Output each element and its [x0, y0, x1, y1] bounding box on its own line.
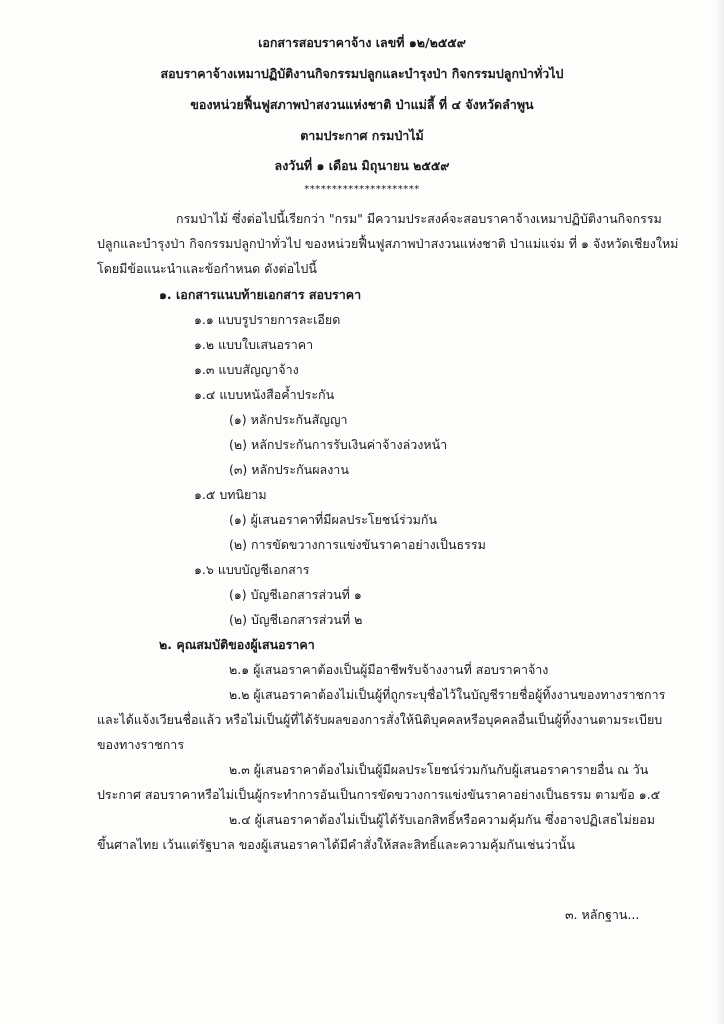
paragraph-line: ๒.๓ ผู้เสนอราคาต้องไม่เป็นผู้มีผลประโยชน์ร่วมกันกับผู้เสนอราคารายอื่น ณ วัน [229, 762, 649, 777]
paragraph-line: ของทางราชการ [97, 737, 185, 752]
list-item: ๑.๒ แบบใบเสนอราคา [194, 337, 314, 352]
intro-line-1: กรมป่าไม้ ซึ่งต่อไปนี้เรียกว่า "กรม" มีความประสงค์จะสอบราคาจ้างเหมาปฏิบัติงานกิจกรรม [176, 211, 662, 226]
list-subitem: (๑) ผู้เสนอราคาที่มีผลประโยชน์ร่วมกัน [229, 512, 438, 527]
paragraph-line: ๒.๑ ผู้เสนอราคาต้องเป็นผู้มีอาชีพรับจ้างงานที่ สอบราคาจ้าง [229, 662, 549, 677]
intro-line-2: ปลูกและบำรุงป่า กิจกรรมปลูกป่าทั่วไป ของหน่วยฟื้นฟูสภาพป่าสงวนแห่งชาติ ป่าแม่แจ่ม ที่ ๑ จังหวัดเชียงใหม่ [97, 236, 679, 251]
list-subitem: (๒) การขัดขวางการแข่งขันราคาอย่างเป็นธรรม [229, 537, 486, 552]
list-item: ๑.๑ แบบรูปรายการละเอียด [194, 312, 341, 327]
list-subitem: (๒) บัญชีเอกสารส่วนที่ ๒ [229, 612, 363, 627]
paragraph-line: ประกาศ สอบราคาหรือไม่เป็นผู้กระทำการอันเป็นการขัดขวางการแข่งขันราคาอย่างเป็นธรรม ตามข้อ ๑.๕ [97, 787, 661, 802]
list-item: ๑.๖ แบบบัญชีเอกสาร [194, 562, 310, 577]
list-item: ๑.๔ แบบหนังสือค้ำประกัน [194, 387, 335, 402]
list-item: ๑.๓ แบบสัญญาจ้าง [194, 362, 299, 377]
paragraph-line: ๒.๒ ผู้เสนอราคาต้องไม่เป็นผู้ที่ถูกระบุชื่อไว้ในบัญชีรายชื่อผู้ทิ้งงานของทางราชการ [229, 687, 666, 702]
list-subitem: (๓) หลักประกันผลงาน [229, 462, 349, 477]
list-item: ๑.๕ บทนิยาม [194, 487, 267, 502]
doc-announcement-line: ตามประกาศ กรมป่าไม้ [300, 128, 424, 143]
doc-date-line: ลงวันที่ ๑ เดือน มิถุนายน ๒๕๕๙ [274, 158, 450, 173]
paragraph-line: ๒.๔ ผู้เสนอราคาต้องไม่เป็นผู้ได้รับเอกสิทธิ์หรือความคุ้มกัน ซึ่งอาจปฏิเสธไม่ยอม [229, 812, 655, 827]
section-2-heading: ๒. คุณสมบัติของผู้เสนอราคา [159, 637, 315, 652]
section-1-heading: ๑. เอกสารแนบท้ายเอกสาร สอบราคา [159, 287, 362, 302]
separator-stars: ********************* [304, 184, 420, 195]
list-subitem: (๒) หลักประกันการรับเงินค่าจ้างล่วงหน้า [229, 437, 448, 452]
paragraph-line: ขึ้นศาลไทย เว้นแต่รัฐบาล ของผู้เสนอราคาได้มีคำสั่งให้สละสิทธิ์และความคุ้มกันเช่นว่านั้น [97, 837, 576, 852]
doc-number-heading: เอกสารสอบราคาจ้าง เลขที่ ๑๒/๒๕๕๙ [258, 35, 466, 50]
doc-title-line: สอบราคาจ้างเหมาปฏิบัติงานกิจกรรมปลูกและบำรุงป่า กิจกรรมปลูกป่าทั่วไป [160, 66, 564, 81]
paragraph-line: และได้แจ้งเวียนชื่อแล้ว หรือไม่เป็นผู้ที่ได้รับผลของการสั่งให้นิติบุคคลหรือบุคคลอื่นเป็นผู้ทิ้งงานตามระเบียบ [97, 712, 663, 727]
list-subitem: (๑) บัญชีเอกสารส่วนที่ ๑ [229, 587, 362, 602]
intro-line-3: โดยมีข้อแนะนำและข้อกำหนด ดังต่อไปนี้ [97, 261, 317, 276]
list-subitem: (๑) หลักประกันสัญญา [229, 412, 348, 427]
scan-edge-shadow [714, 0, 724, 1024]
continued-marker: ๓. หลักฐาน... [565, 907, 640, 922]
doc-unit-line: ของหน่วยฟื้นฟูสภาพป่าสงวนแห่งชาติ ป่าแม่ลี้ ที่ ๔ จังหวัดลำพูน [190, 97, 534, 112]
